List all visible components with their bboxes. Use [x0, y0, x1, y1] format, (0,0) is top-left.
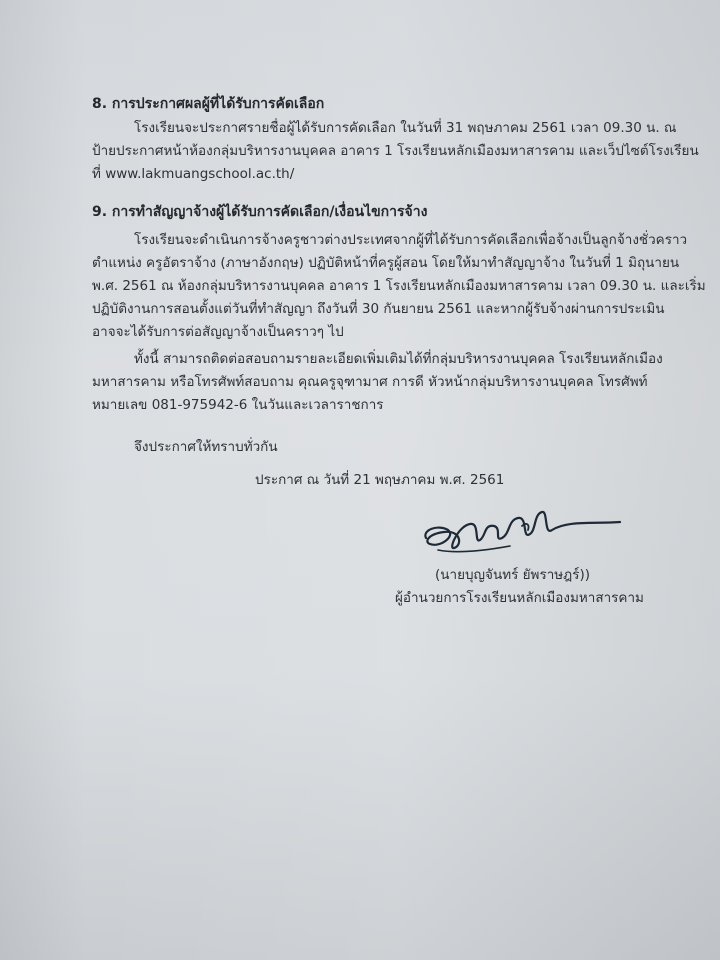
closing-statement: จึงประกาศให้ทราบทั่วกัน — [134, 439, 278, 455]
section-8-line: โรงเรียนจะประกาศรายชื่อผู้ได้รับการคัดเลือก ในวันที่ 31 พฤษภาคม 2561 เวลา 09.30 น. ณ — [134, 120, 677, 136]
signer-title: ผู้อำนวยการโรงเรียนหลักเมืองมหาสารคาม — [395, 590, 644, 606]
section-9-line: ปฏิบัติงานการสอนตั้งแต่วันที่ทำสัญญา ถึงวันที่ 30 กันยายน 2561 และหากผู้รับจ้างผ่านการประเมิน — [92, 301, 665, 317]
section-9-line: โรงเรียนจะดำเนินการจ้างครูชาวต่างประเทศจากผู้ที่ได้รับการคัดเลือกเพื่อจ้างเป็นลูกจ้างชั่วคราว — [134, 232, 688, 248]
handwritten-signature — [418, 500, 628, 560]
announcement-date: ประกาศ ณ วันที่ 21 พฤษภาคม พ.ศ. 2561 — [255, 472, 505, 488]
signer-name: (นายบุญจันทร์ ยัพราษฎร์)) — [435, 567, 591, 583]
section-9-heading: 9. การทำสัญญาจ้างผู้ได้รับการคัดเลือก/เงื่อนไขการจ้าง — [92, 204, 428, 220]
section-8-heading: 8. การประกาศผลผู้ที่ได้รับการคัดเลือก — [92, 96, 325, 112]
contact-line: หมายเลข 081-975942-6 ในวันและเวลาราชการ — [92, 397, 384, 413]
section-8-line: ที่ www.lakmuangschool.ac.th/ — [92, 166, 295, 182]
section-9-line: ตำแหน่ง ครูอัตราจ้าง (ภาษาอังกฤษ) ปฏิบัติหน้าที่ครูผู้สอน โดยให้มาทำสัญญาจ้าง ในวันที่ 1 มิถุนายน — [92, 255, 680, 271]
contact-line: มหาสารคาม หรือโทรศัพท์สอบถาม คุณครูจุฑามาศ การดี หัวหน้ากลุ่มบริหารงานบุคคล โทรศัพท์ — [92, 374, 648, 390]
section-8-line: ป้ายประกาศหน้าห้องกลุ่มบริหารงานบุคคล อาคาร 1 โรงเรียนหลักเมืองมหาสารคาม และเว็ปไซต์โรงเรียน — [92, 143, 699, 159]
contact-line: ทั้งนี้ สามารถติดต่อสอบถามรายละเอียดเพิ่มเติมได้ที่กลุ่มบริหารงานบุคคล โรงเรียนหลักเมือง — [134, 351, 663, 367]
section-9-line: อาจจะได้รับการต่อสัญญาจ้างเป็นคราวๆ ไป — [92, 324, 344, 340]
section-9-line: พ.ศ. 2561 ณ ห้องกลุ่มบริหารงานบุคคล อาคาร 1 โรงเรียนหลักเมืองมหาสารคาม เวลา 09.30 น. และเริ่ม — [92, 278, 706, 294]
